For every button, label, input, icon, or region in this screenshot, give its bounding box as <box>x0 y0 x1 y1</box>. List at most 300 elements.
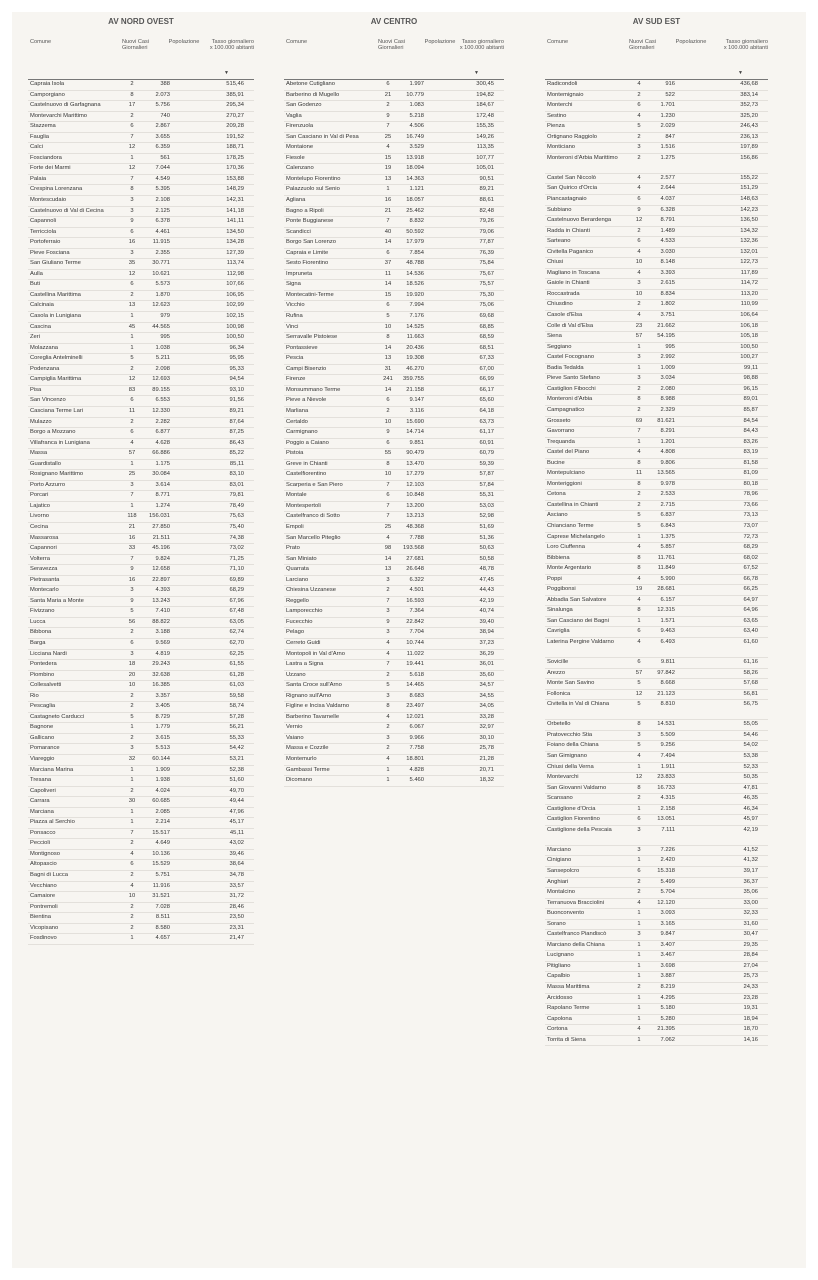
cell-rate: 54,46 <box>743 731 758 738</box>
table-row <box>284 407 504 418</box>
cell-rate: 155,35 <box>476 123 494 130</box>
table-row <box>545 690 768 701</box>
cell-comune: San Giuliano Terme <box>30 260 81 267</box>
table-row <box>284 576 504 587</box>
cell-cases: 69 <box>635 417 643 424</box>
cell-comune: Ortignano Raggiolo <box>547 133 597 140</box>
cell-rate: 191,52 <box>226 133 244 140</box>
cell-rate: 83,19 <box>743 449 758 456</box>
cell-rate: 62,70 <box>229 639 244 646</box>
cell-cases: 9 <box>130 218 134 225</box>
cell-comune: Serravalle Pistoiese <box>286 334 338 341</box>
cell-cases: 6 <box>386 81 390 87</box>
cell-cases: 2 <box>130 418 134 425</box>
cell-rate: 64,96 <box>743 607 758 614</box>
cell-cases: 4 <box>130 850 134 857</box>
cell-rate: 56,81 <box>743 690 758 697</box>
table-row <box>284 671 504 682</box>
cell-population: 13.470 <box>406 460 424 467</box>
cell-cases: 6 <box>386 492 390 499</box>
cell-cases: 2 <box>637 491 641 498</box>
cell-rate: 63,65 <box>743 617 758 624</box>
cell-population: 8.148 <box>660 259 675 266</box>
cell-comune: Cavriglia <box>547 628 570 635</box>
cell-rate: 83,26 <box>743 438 758 445</box>
cell-comune: Gallicano <box>30 734 55 741</box>
cell-rate: 385,91 <box>226 91 244 98</box>
column-header <box>28 37 254 80</box>
cell-cases: 2 <box>130 734 134 741</box>
cell-rate: 72,73 <box>743 533 758 540</box>
table-row <box>545 941 768 952</box>
cell-rate: 197,89 <box>740 144 758 151</box>
cell-rate: 64,18 <box>479 407 494 414</box>
cell-population: 1.083 <box>409 102 424 109</box>
cell-comune: Fosdinovo <box>30 935 57 942</box>
table-row <box>284 555 504 566</box>
table-row <box>28 301 254 312</box>
table-row <box>284 628 504 639</box>
cell-rate: 436,68 <box>740 81 758 87</box>
cell-rate: 41,52 <box>743 846 758 853</box>
header-cases[interactable]: Nuovi Casi Giornalieri <box>629 39 657 52</box>
cell-cases: 10 <box>635 259 643 266</box>
cell-cases: 8 <box>637 480 641 487</box>
cell-population: 3.393 <box>660 269 675 276</box>
cell-population: 7.994 <box>409 302 424 309</box>
cell-comune: Carmignano <box>286 429 318 436</box>
table-row <box>28 650 254 661</box>
cell-rate: 383,14 <box>740 91 758 98</box>
table-row <box>284 776 504 787</box>
cell-cases: 12 <box>128 270 136 277</box>
cell-rate: 52,33 <box>743 763 758 770</box>
cell-population: 3.655 <box>155 133 170 140</box>
table-row <box>545 669 768 680</box>
cell-rate: 151,29 <box>740 185 758 192</box>
cell-comune: Asciano <box>547 512 568 519</box>
cell-population: 3.165 <box>660 920 675 927</box>
table-row <box>545 983 768 994</box>
cell-comune: Collesalvetti <box>30 682 62 689</box>
cell-comune: Capannori <box>30 545 57 552</box>
cell-cases: 15 <box>384 291 392 298</box>
table-row <box>28 787 254 798</box>
sort-desc-icon[interactable]: ▼ <box>474 69 479 76</box>
cell-rate: 170,36 <box>226 165 244 172</box>
cell-rate: 79,26 <box>479 218 494 225</box>
cell-comune: Carrara <box>30 798 50 805</box>
cell-population: 18.094 <box>406 165 424 172</box>
cell-population: 20.436 <box>406 344 424 351</box>
cell-comune: Laterina Pergine Valdarno <box>547 638 614 645</box>
cell-population: 5.280 <box>660 1015 675 1022</box>
cell-population: 4.315 <box>660 795 675 802</box>
cell-cases: 2 <box>130 112 134 119</box>
table-row <box>545 856 768 867</box>
cell-population: 27.681 <box>406 555 424 562</box>
table-row <box>284 744 504 755</box>
cell-comune: Capannoli <box>30 218 57 225</box>
cell-comune: Chiusdino <box>547 301 573 308</box>
table-row <box>545 406 768 417</box>
table-row <box>284 312 504 323</box>
cell-rate: 66,25 <box>743 586 758 593</box>
table-row <box>545 596 768 607</box>
cell-population: 7.364 <box>409 608 424 615</box>
table-row <box>284 344 504 355</box>
cell-cases: 2 <box>386 407 390 414</box>
cell-rate: 112,98 <box>226 270 244 277</box>
cell-comune: Monsummano Terme <box>286 386 341 393</box>
header-rate[interactable]: Tasso giornaliero x 100.000 abitanti <box>459 39 504 52</box>
cell-rate: 73,02 <box>229 545 244 552</box>
cell-population: 21.123 <box>657 690 675 697</box>
cell-cases: 23 <box>635 322 643 329</box>
table-row <box>545 364 768 375</box>
cell-rate: 73,66 <box>743 501 758 508</box>
table-row <box>28 871 254 882</box>
cell-population: 8.834 <box>660 290 675 297</box>
cell-cases: 3 <box>130 207 134 214</box>
cell-cases: 4 <box>130 439 134 446</box>
cell-cases: 4 <box>386 713 390 720</box>
cell-rate: 23,31 <box>229 924 244 931</box>
cell-comune: Palaia <box>30 175 47 182</box>
cell-population: 1.489 <box>660 227 675 234</box>
cell-rate: 75,06 <box>479 302 494 309</box>
cell-population: 81.621 <box>657 417 675 424</box>
cell-population: 9.256 <box>660 742 675 749</box>
cell-rate: 66,17 <box>479 386 494 393</box>
table-body <box>28 80 254 945</box>
cell-cases: 9 <box>386 429 390 436</box>
cell-rate: 69,68 <box>479 313 494 320</box>
table-row <box>28 713 254 724</box>
header-population[interactable]: Popolazione <box>424 39 456 45</box>
cell-comune: Castel Focognano <box>547 354 595 361</box>
cell-cases: 10 <box>128 893 136 900</box>
cell-comune: Castiglion Fibocchi <box>547 385 596 392</box>
cell-population: 1.516 <box>660 144 675 151</box>
cell-rate: 83,10 <box>229 471 244 478</box>
cell-population: 88.822 <box>152 618 170 625</box>
cell-population: 7.062 <box>660 1036 675 1043</box>
cell-cases: 7 <box>130 829 134 836</box>
sort-desc-icon[interactable]: ▼ <box>224 69 229 76</box>
cell-population: 27.850 <box>152 523 170 530</box>
cell-rate: 49,44 <box>229 798 244 805</box>
table-row <box>545 994 768 1005</box>
table-row <box>545 332 768 343</box>
table-row <box>545 1036 768 1047</box>
cell-comune: Trequanda <box>547 438 575 445</box>
header-population[interactable]: Popolazione <box>168 39 200 45</box>
cell-rate: 300,45 <box>476 81 494 87</box>
cell-comune: San Giovanni Valdarno <box>547 784 607 791</box>
table-row <box>284 196 504 207</box>
cell-comune: Montepulciano <box>547 470 585 477</box>
cell-population: 21.511 <box>152 534 170 541</box>
cell-comune: Chiusi della Verna <box>547 763 594 770</box>
cell-comune: Torrita di Siena <box>547 1036 586 1043</box>
table-row <box>545 700 768 720</box>
cell-rate: 153,88 <box>226 175 244 182</box>
cell-comune: Pelago <box>286 629 305 636</box>
table-row <box>28 734 254 745</box>
table-row <box>284 375 504 386</box>
cell-population: 18.801 <box>406 756 424 762</box>
cell-rate: 209,28 <box>226 123 244 130</box>
cell-cases: 5 <box>637 742 641 749</box>
table-row <box>28 523 254 534</box>
cell-comune: Loro Ciuffenna <box>547 544 585 551</box>
table-row <box>284 122 504 133</box>
cell-comune: Pisa <box>30 386 42 393</box>
cell-comune: Monte Argentario <box>547 565 592 572</box>
cell-rate: 53,03 <box>479 502 494 509</box>
cell-cases: 1 <box>637 952 641 959</box>
table-row <box>28 766 254 777</box>
cell-cases: 1 <box>637 910 641 917</box>
table-row <box>545 206 768 217</box>
cell-cases: 14 <box>384 386 392 393</box>
cell-rate: 53,21 <box>229 756 244 762</box>
table-row <box>28 112 254 123</box>
cell-population: 19.441 <box>406 661 424 668</box>
cell-comune: Buonconvento <box>547 910 585 917</box>
cell-comune: San Vincenzo <box>30 397 66 404</box>
cell-population: 1.701 <box>660 102 675 109</box>
cell-cases: 4 <box>386 650 390 657</box>
header-comune[interactable]: Comune <box>547 39 569 45</box>
table-row <box>28 586 254 597</box>
cell-rate: 32,33 <box>743 910 758 917</box>
sort-desc-icon[interactable]: ▼ <box>738 69 743 76</box>
cell-rate: 67,48 <box>229 608 244 615</box>
cell-cases: 3 <box>130 249 134 256</box>
cell-comune: Vicchio <box>286 302 305 309</box>
table-row <box>28 607 254 618</box>
cell-rate: 87,64 <box>229 418 244 425</box>
cell-cases: 4 <box>637 1026 641 1033</box>
cell-cases: 7 <box>386 661 390 668</box>
table-row <box>284 702 504 713</box>
header-population[interactable]: Popolazione <box>675 39 707 45</box>
cell-cases: 4 <box>637 112 641 119</box>
table-row <box>28 481 254 492</box>
region-panel <box>545 12 768 1046</box>
cell-rate: 74,38 <box>229 534 244 541</box>
cell-rate: 106,64 <box>740 312 758 319</box>
cell-rate: 90,51 <box>479 175 494 182</box>
cell-comune: Monteroni d'Arbia <box>547 396 593 403</box>
cell-cases: 1 <box>386 766 390 773</box>
table-row <box>545 522 768 533</box>
header-rate[interactable]: Tasso giornaliero x 100.000 abitanti <box>209 39 254 52</box>
cell-rate: 100,27 <box>740 354 758 361</box>
cell-comune: Capalbio <box>547 973 570 980</box>
report-sheet <box>12 12 806 1268</box>
cell-population: 31.521 <box>152 893 170 900</box>
cell-rate: 19,31 <box>743 1005 758 1012</box>
cell-rate: 48,78 <box>479 566 494 573</box>
table-row <box>28 418 254 429</box>
cell-population: 5.211 <box>155 355 170 362</box>
cell-cases: 7 <box>637 428 641 435</box>
cell-population: 54.195 <box>657 333 675 340</box>
cell-rate: 96,34 <box>229 344 244 351</box>
table-row <box>28 238 254 249</box>
cell-cases: 40 <box>384 228 392 235</box>
cell-population: 4.649 <box>155 840 170 847</box>
cell-rate: 246,43 <box>740 123 758 130</box>
cell-cases: 3 <box>130 745 134 752</box>
cell-cases: 7 <box>386 502 390 509</box>
cell-rate: 50,63 <box>479 545 494 552</box>
table-row <box>28 924 254 935</box>
cell-rate: 55,05 <box>743 721 758 728</box>
cell-cases: 3 <box>637 931 641 938</box>
cell-population: 21.662 <box>657 322 675 329</box>
cell-comune: Orbetello <box>547 721 571 728</box>
cell-rate: 86,43 <box>229 439 244 446</box>
cell-population: 5.218 <box>409 112 424 119</box>
header-cases[interactable]: Nuovi Casi Giornalieri <box>378 39 406 52</box>
table-row <box>284 143 504 154</box>
header-rate[interactable]: Tasso giornaliero x 100.000 abitanti <box>723 39 768 52</box>
cell-cases: 8 <box>637 554 641 561</box>
table-row <box>284 544 504 555</box>
cell-cases: 2 <box>637 984 641 991</box>
cell-cases: 10 <box>384 323 392 330</box>
cell-rate: 85,11 <box>229 460 244 467</box>
cell-comune: Capoliveri <box>30 787 56 794</box>
cell-comune: Campi Bisenzio <box>286 365 327 372</box>
cell-cases: 9 <box>130 597 134 604</box>
cell-population: 1.375 <box>660 533 675 540</box>
header-cases[interactable]: Nuovi Casi Giornalieri <box>122 39 150 52</box>
cell-comune: Pistoia <box>286 450 304 457</box>
cell-cases: 3 <box>386 629 390 636</box>
cell-rate: 33,00 <box>743 899 758 906</box>
cell-population: 8.291 <box>660 428 675 435</box>
table-row <box>284 481 504 492</box>
cell-cases: 2 <box>386 671 390 678</box>
cell-comune: Volterra <box>30 555 50 562</box>
table-row <box>545 258 768 269</box>
cell-cases: 7 <box>130 555 134 562</box>
cell-cases: 11 <box>384 270 392 277</box>
cell-population: 18.526 <box>406 281 424 288</box>
cell-comune: Vicopisano <box>30 924 59 931</box>
cell-rate: 117,89 <box>740 269 758 276</box>
cell-rate: 107,66 <box>226 281 244 288</box>
header-comune[interactable]: Comune <box>30 39 52 45</box>
cell-cases: 17 <box>128 102 136 109</box>
table-row <box>28 365 254 376</box>
cell-comune: Massarosa <box>30 534 59 541</box>
cell-comune: Montevarchi Marittimo <box>30 112 88 119</box>
cell-rate: 81,58 <box>743 459 758 466</box>
table-row <box>284 301 504 312</box>
cell-population: 7.226 <box>660 846 675 853</box>
cell-comune: Vernio <box>286 724 303 731</box>
cell-population: 1.870 <box>155 291 170 298</box>
cell-population: 995 <box>665 343 675 350</box>
cell-rate: 28,46 <box>229 903 244 910</box>
cell-comune: Massa <box>30 450 48 457</box>
cell-population: 14.465 <box>406 682 424 689</box>
cell-comune: Vecchiano <box>30 882 57 889</box>
cell-cases: 1 <box>637 805 641 812</box>
cell-comune: Castellina in Chianti <box>547 501 599 508</box>
cell-cases: 6 <box>130 281 134 288</box>
cell-comune: Porto Azzurro <box>30 481 66 488</box>
header-comune[interactable]: Comune <box>286 39 308 45</box>
table-row <box>284 713 504 724</box>
table-row <box>545 543 768 554</box>
cell-comune: Casole d'Elsa <box>547 312 583 319</box>
cell-rate: 18,94 <box>743 1015 758 1022</box>
cell-rate: 68,51 <box>479 344 494 351</box>
cell-comune: Piombino <box>30 671 55 678</box>
cell-cases: 7 <box>386 481 390 488</box>
cell-rate: 47,96 <box>229 808 244 815</box>
cell-rate: 172,48 <box>476 112 494 119</box>
cell-population: 4.628 <box>155 439 170 446</box>
cell-comune: Fosciandora <box>30 154 62 161</box>
cell-population: 2.420 <box>660 857 675 864</box>
cell-population: 16.593 <box>406 597 424 604</box>
cell-cases: 1 <box>637 763 641 770</box>
cell-rate: 55,31 <box>479 492 494 499</box>
cell-population: 7.494 <box>660 753 675 759</box>
cell-population: 17.979 <box>406 239 424 246</box>
table-row <box>28 280 254 291</box>
cell-population: 2.125 <box>155 207 170 214</box>
cell-population: 7.044 <box>155 165 170 172</box>
table-row <box>28 702 254 713</box>
cell-rate: 34,78 <box>229 872 244 879</box>
cell-cases: 1 <box>637 364 641 371</box>
cell-comune: Guardistallo <box>30 460 61 467</box>
cell-population: 23.833 <box>657 774 675 781</box>
cell-cases: 6 <box>130 639 134 646</box>
cell-cases: 6 <box>386 249 390 256</box>
cell-population: 5.395 <box>155 186 170 193</box>
cell-population: 2.355 <box>155 249 170 256</box>
table-row <box>284 460 504 471</box>
cell-comune: Montecarlo <box>30 587 59 594</box>
table-row <box>284 418 504 429</box>
cell-rate: 80,18 <box>743 480 758 487</box>
cell-cases: 3 <box>637 375 641 382</box>
cell-rate: 46,34 <box>743 805 758 812</box>
table-row <box>28 576 254 587</box>
cell-comune: Castelfiorentino <box>286 471 327 478</box>
cell-comune: Castelnuovo di Garfagnana <box>30 102 101 109</box>
cell-cases: 2 <box>637 501 641 508</box>
cell-rate: 63,05 <box>229 618 244 625</box>
cell-rate: 36,29 <box>479 650 494 657</box>
cell-cases: 4 <box>386 144 390 151</box>
table-row <box>545 679 768 690</box>
cell-rate: 107,77 <box>476 154 494 161</box>
cell-population: 50.592 <box>406 228 424 235</box>
cell-comune: Agliana <box>286 197 306 204</box>
cell-rate: 188,71 <box>226 144 244 151</box>
